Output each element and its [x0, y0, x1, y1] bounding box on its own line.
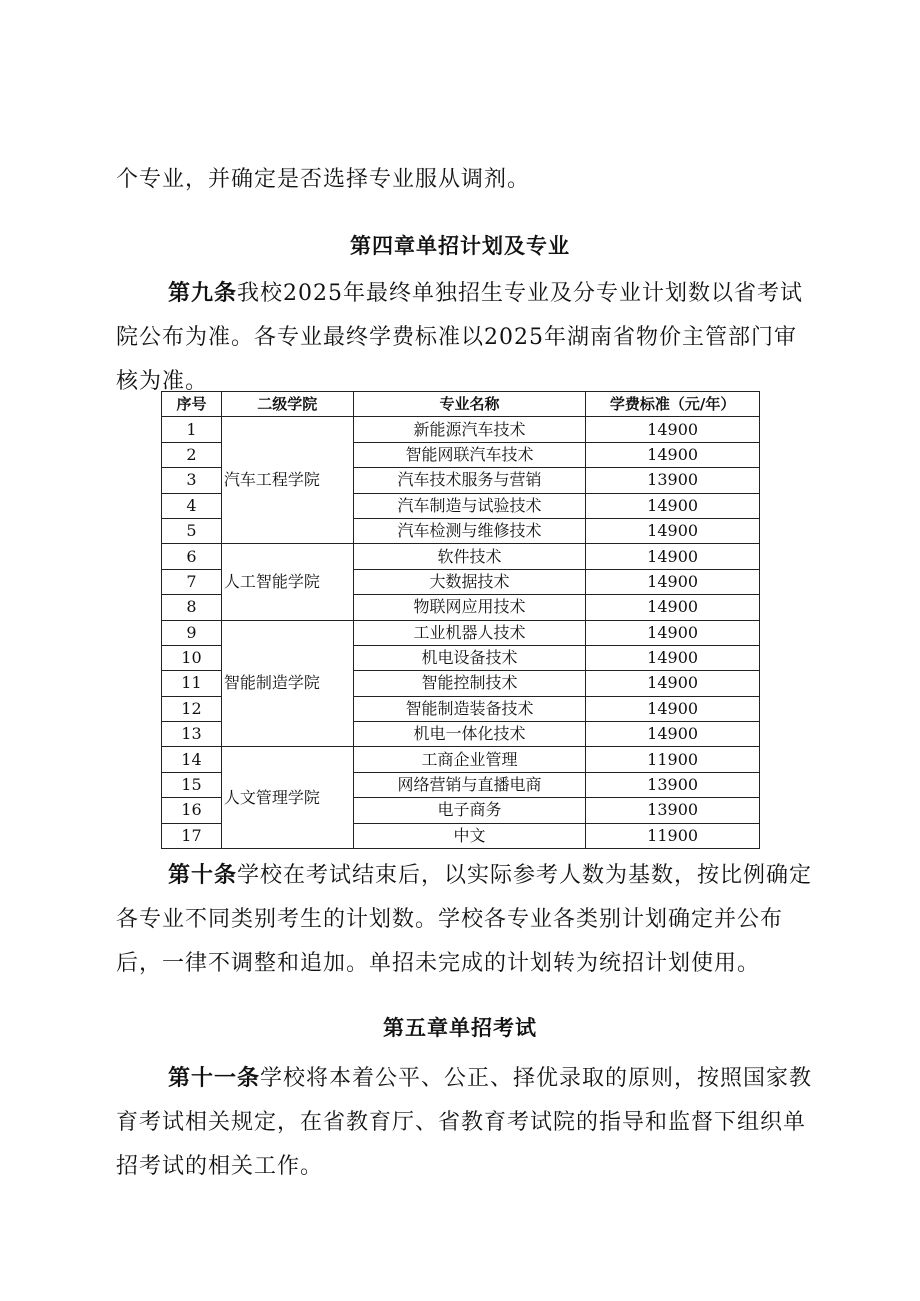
article-10-paragraph	[116, 854, 816, 986]
table-header-row	[162, 392, 760, 417]
chapter-4-heading: 第四章单招计划及专业	[350, 234, 570, 258]
table-row	[162, 544, 760, 569]
row-number-cell: 14	[162, 747, 222, 772]
article-9-paragraph	[116, 272, 816, 404]
row-number-cell: 11	[162, 671, 222, 696]
header-fee: 学费标准（元/年）	[586, 392, 760, 417]
fee-cell: 13900	[586, 798, 760, 823]
article-9-label: 第九条	[168, 281, 238, 306]
article-11-paragraph	[116, 1057, 816, 1189]
row-number-cell: 8	[162, 595, 222, 620]
row-number-cell: 13	[162, 722, 222, 747]
fee-cell: 14900	[586, 696, 760, 721]
header-college: 二级学院	[221, 392, 353, 417]
article-9-text: 我校2025年最终单独招生专业及分专业计划数以省考试院公布为准。各专业最终学费标准以2025年湖南省物价主管部门审核为准。	[116, 281, 804, 394]
row-number-cell: 1	[162, 417, 222, 442]
article-10-label: 第十条	[168, 863, 238, 888]
header-no: 序号	[162, 392, 222, 417]
row-number-cell: 3	[162, 468, 222, 493]
article-11-text: 学校将本着公平、公正、择优录取的原则，按照国家教育考试相关规定，在省教育厅、省教育考试院的指导和监督下组织单招考试的相关工作。	[116, 1066, 813, 1179]
major-name-cell: 中文	[353, 823, 586, 848]
row-number-cell: 2	[162, 442, 222, 467]
major-name-cell: 工业机器人技术	[353, 620, 586, 645]
major-name-cell: 机电一体化技术	[353, 722, 586, 747]
row-number-cell: 5	[162, 518, 222, 543]
row-number-cell: 16	[162, 798, 222, 823]
row-number-cell: 4	[162, 493, 222, 518]
major-name-cell: 大数据技术	[353, 569, 586, 594]
major-name-cell: 汽车制造与试验技术	[353, 493, 586, 518]
row-number-cell: 15	[162, 772, 222, 797]
college-cell: 智能制造学院	[221, 620, 353, 747]
fee-cell: 13900	[586, 468, 760, 493]
fee-cell: 14900	[586, 442, 760, 467]
row-number-cell: 7	[162, 569, 222, 594]
major-name-cell: 工商企业管理	[353, 747, 586, 772]
college-cell: 人工智能学院	[221, 544, 353, 620]
table-body	[162, 417, 760, 849]
major-name-cell: 新能源汽车技术	[353, 417, 586, 442]
fee-cell: 14900	[586, 493, 760, 518]
header-major: 专业名称	[353, 392, 586, 417]
college-cell: 汽车工程学院	[221, 417, 353, 544]
major-fee-table	[161, 391, 760, 849]
chapter-5-heading: 第五章单招考试	[383, 1016, 537, 1040]
top-fragment-paragraph: 个专业，并确定是否选择专业服从调剂。	[116, 167, 531, 192]
fee-cell: 14900	[586, 671, 760, 696]
major-name-cell: 智能控制技术	[353, 671, 586, 696]
table-row	[162, 747, 760, 772]
major-name-cell: 软件技术	[353, 544, 586, 569]
article-11-label: 第十一条	[168, 1066, 261, 1091]
fee-cell: 14900	[586, 722, 760, 747]
fee-cell: 14900	[586, 569, 760, 594]
article-10-text: 学校在考试结束后，以实际参考人数为基数，按比例确定各专业不同类别考生的计划数。学校各专业各类别计划确定并公布后，一律不调整和追加。单招未完成的计划转为统招计划使用。	[116, 863, 813, 976]
major-name-cell: 电子商务	[353, 798, 586, 823]
major-name-cell: 机电设备技术	[353, 645, 586, 670]
major-name-cell: 汽车检测与维修技术	[353, 518, 586, 543]
major-name-cell: 物联网应用技术	[353, 595, 586, 620]
table-row	[162, 417, 760, 442]
row-number-cell: 6	[162, 544, 222, 569]
row-number-cell: 9	[162, 620, 222, 645]
fee-cell: 14900	[586, 595, 760, 620]
fee-cell: 14900	[586, 620, 760, 645]
fee-cell: 14900	[586, 544, 760, 569]
major-name-cell: 汽车技术服务与营销	[353, 468, 586, 493]
major-name-cell: 智能网联汽车技术	[353, 442, 586, 467]
fee-cell: 14900	[586, 417, 760, 442]
row-number-cell: 10	[162, 645, 222, 670]
major-name-cell: 网络营销与直播电商	[353, 772, 586, 797]
fee-cell: 11900	[586, 747, 760, 772]
table-row	[162, 620, 760, 645]
college-cell: 人文管理学院	[221, 747, 353, 849]
fee-cell: 11900	[586, 823, 760, 848]
row-number-cell: 17	[162, 823, 222, 848]
row-number-cell: 12	[162, 696, 222, 721]
fee-cell: 14900	[586, 645, 760, 670]
fee-cell: 14900	[586, 518, 760, 543]
major-name-cell: 智能制造装备技术	[353, 696, 586, 721]
fee-cell: 13900	[586, 772, 760, 797]
